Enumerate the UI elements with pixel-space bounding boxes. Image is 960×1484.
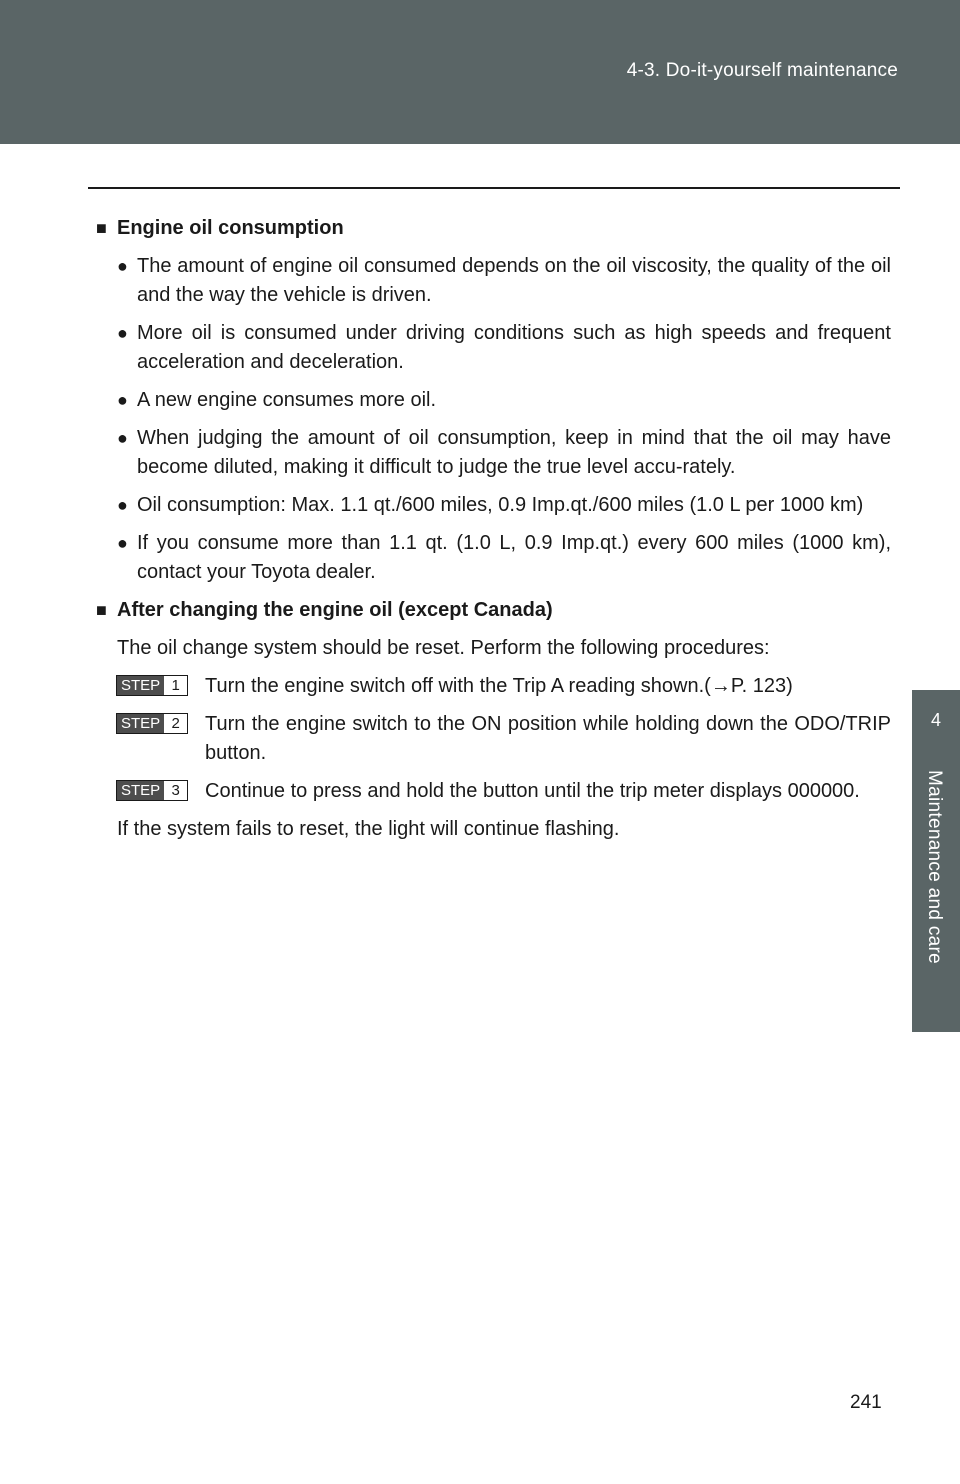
- circle-bullet-icon: ●: [117, 323, 128, 343]
- circle-bullet-icon: ●: [117, 390, 128, 410]
- step-badge: STEP 3: [116, 780, 188, 801]
- list-item: ● If you consume more than 1.1 qt. (1.0 L, 0.9 Imp.qt.) every 600 miles (1000 km), contact your Toyota dealer.: [96, 529, 891, 587]
- list-item: ● When judging the amount of oil consumption, keep in mind that the oil may have become diluted, making it difficult to judge the true level accu-rately.: [96, 424, 891, 482]
- oil-consumption-list: [96, 252, 891, 587]
- page-number: 241: [850, 1392, 882, 1413]
- step-1: STEP 1 Turn the engine switch off with the Trip A reading shown.(→P. 123): [96, 672, 891, 701]
- step-3: STEP 3 Continue to press and hold the button until the trip meter displays 000000.: [96, 777, 891, 806]
- list-item: ● A new engine consumes more oil.: [96, 386, 891, 415]
- page-content: [96, 214, 891, 853]
- list-item: ● The amount of engine oil consumed depends on the oil viscosity, the quality of the oil and the way the vehicle is driven.: [96, 252, 891, 310]
- step-2: STEP 2 Turn the engine switch to the ON position while holding down the ODO/TRIP button.: [96, 710, 891, 768]
- procedure-intro: The oil change system should be reset. Perform the following procedures:: [117, 637, 770, 659]
- step-badge: STEP 2: [116, 713, 188, 734]
- page-header: [0, 0, 960, 144]
- circle-bullet-icon: ●: [117, 428, 128, 448]
- section-heading-after-oil-change: ■ After changing the engine oil (except Canada): [96, 596, 891, 625]
- procedure-outro: If the system fails to reset, the light will continue flashing.: [117, 818, 620, 840]
- circle-bullet-icon: ●: [117, 495, 128, 515]
- list-item: ● Oil consumption: Max. 1.1 qt./600 miles, 0.9 Imp.qt./600 miles (1.0 L per 1000 km): [96, 491, 891, 520]
- circle-bullet-icon: ●: [117, 256, 128, 276]
- section-title: 4-3. Do-it-yourself maintenance: [626, 60, 898, 81]
- list-item: ● More oil is consumed under driving conditions such as high speeds and frequent acceleration and deceleration.: [96, 319, 891, 377]
- chapter-number: 4: [930, 710, 941, 730]
- step-badge: STEP 1: [116, 675, 188, 696]
- square-bullet-icon: ■: [96, 600, 107, 620]
- chapter-label: Maintenance and care: [924, 770, 945, 965]
- divider-rule: [88, 187, 900, 189]
- circle-bullet-icon: ●: [117, 533, 128, 553]
- section-heading-oil-consumption: ■ Engine oil consumption: [96, 214, 891, 243]
- chapter-side-tab: [912, 690, 960, 1032]
- square-bullet-icon: ■: [96, 218, 107, 238]
